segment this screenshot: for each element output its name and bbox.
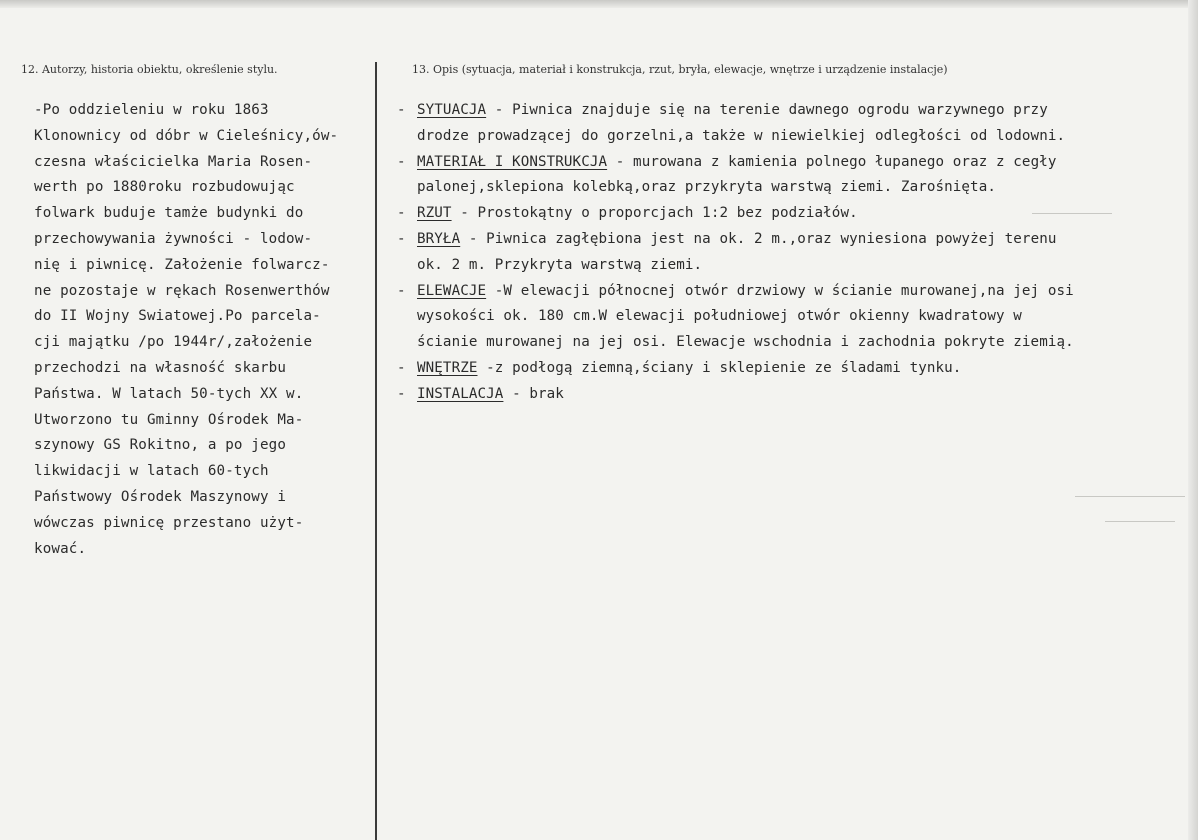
entry-continuation: drodze prowadzącej do gorzelni,a także w niewielkiej odległości od lodowni. (417, 127, 1066, 144)
history-line: kować. (34, 540, 87, 557)
entry-text: -z podłogą ziemną,ściany i sklepienie ze śladami tynku. (477, 359, 962, 376)
entry-heading: WNĘTRZE (417, 359, 478, 376)
history-line: Państwowy Ośrodek Maszynowy i (34, 488, 287, 505)
column-divider (375, 62, 377, 840)
section-13-header: 13. Opis (sytuacja, materiał i konstrukcja, rzut, bryła, elewacje, wnętrze i urządzenie instalacje) (412, 63, 948, 76)
description-entry-plan: - RZUT - Prostokątny o proporcjach 1:2 bez podziałów. (397, 205, 858, 222)
description-entry-installations: - INSTALACJA - brak (397, 385, 564, 402)
description-entry-elevations: - ELEWACJE -W elewacji północnej otwór drzwiowy w ścianie murowanej,na jej osi (397, 282, 1074, 299)
entry-heading: SYTUACJA (417, 102, 487, 118)
entry-continuation: palonej,sklepiona kolebką,oraz przykryta warstwą ziemi. Zarośnięta. (417, 179, 996, 196)
entry-text: -W elewacji północnej otwór drzwiowy w ścianie murowanej,na jej osi (486, 282, 1074, 299)
history-line: przechodzi na własność skarbu (34, 359, 287, 376)
history-line: szynowy GS Rokitno, a po jego (34, 437, 287, 454)
description-entry-situation: - SYTUACJA - Piwnica znajduje się na terenie dawnego ogrodu warzywnego przy (397, 102, 1048, 118)
history-line: Utworzono tu Gminny Ośrodek Ma- (34, 411, 304, 428)
paper-mark (1105, 521, 1175, 522)
entry-heading: BRYŁA (417, 230, 461, 247)
paper-mark (1032, 213, 1112, 214)
entry-continuation: wysokości ok. 180 cm.W elewacji południowej otwór okienny kwadratowy w (417, 308, 1022, 325)
entry-text: - Prostokątny o proporcjach 1:2 bez podziałów. (451, 205, 858, 222)
section-12-header: 12. Autorzy, historia obiektu, określenie stylu. (21, 63, 278, 76)
entry-heading: ELEWACJE (417, 282, 487, 299)
entry-heading: RZUT (417, 205, 452, 222)
description-entry-form: - BRYŁA - Piwnica zagłębiona jest na ok. 2 m.,oraz wyniesiona powyżej terenu (397, 230, 1057, 247)
history-line: -Po oddzieleniu w roku 1863 (34, 102, 269, 118)
entry-heading: MATERIAŁ I KONSTRUKCJA (417, 153, 608, 170)
entry-continuation: ok. 2 m. Przykryta warstwą ziemi. (417, 256, 703, 273)
history-line: nię i piwnicę. Założenie folwarcz- (34, 256, 330, 273)
entry-text: - brak (503, 385, 564, 402)
history-line: folwark buduje tamże budynki do (34, 205, 304, 222)
history-line: ne pozostaje w rękach Rosenwerthów (34, 282, 330, 299)
history-line: Klonownicy od dóbr w Cieleśnicy,ów- (34, 127, 339, 144)
history-line: do II Wojny Swiatowej.Po parcela- (34, 308, 321, 325)
history-line: likwidacji w latach 60-tych (34, 463, 269, 480)
description-column (397, 98, 1187, 408)
paper-right-edge (1188, 0, 1198, 840)
entry-text: - murowana z kamienia polnego łupanego oraz z cegły (607, 153, 1057, 170)
paper-top-edge (0, 0, 1198, 8)
paper-mark (1075, 496, 1185, 497)
entry-text: - Piwnica zagłębiona jest na ok. 2 m.,oraz wyniesiona powyżej terenu (460, 230, 1057, 247)
history-line: czesna właścicielka Maria Rosen- (34, 153, 313, 170)
history-column (34, 98, 374, 562)
entry-text: - Piwnica znajduje się na terenie dawnego ogrodu warzywnego przy (486, 102, 1048, 118)
history-line: wówczas piwnicę przestano użyt- (34, 514, 304, 531)
history-line: cji majątku /po 1944r/,założenie (34, 334, 313, 351)
description-entry-material: - MATERIAŁ I KONSTRUKCJA - murowana z kamienia polnego łupanego oraz z cegły (397, 153, 1057, 170)
description-entry-interior: - WNĘTRZE -z podłogą ziemną,ściany i sklepienie ze śladami tynku. (397, 359, 962, 376)
history-line: przechowywania żywności - lodow- (34, 230, 313, 247)
entry-continuation: ścianie murowanej na jej osi. Elewacje wschodnia i zachodnia pokryte ziemią. (417, 334, 1074, 351)
entry-heading: INSTALACJA (417, 385, 504, 402)
history-line: Państwa. W latach 50-tych XX w. (34, 385, 304, 402)
history-line: werth po 1880roku rozbudowując (34, 179, 295, 196)
